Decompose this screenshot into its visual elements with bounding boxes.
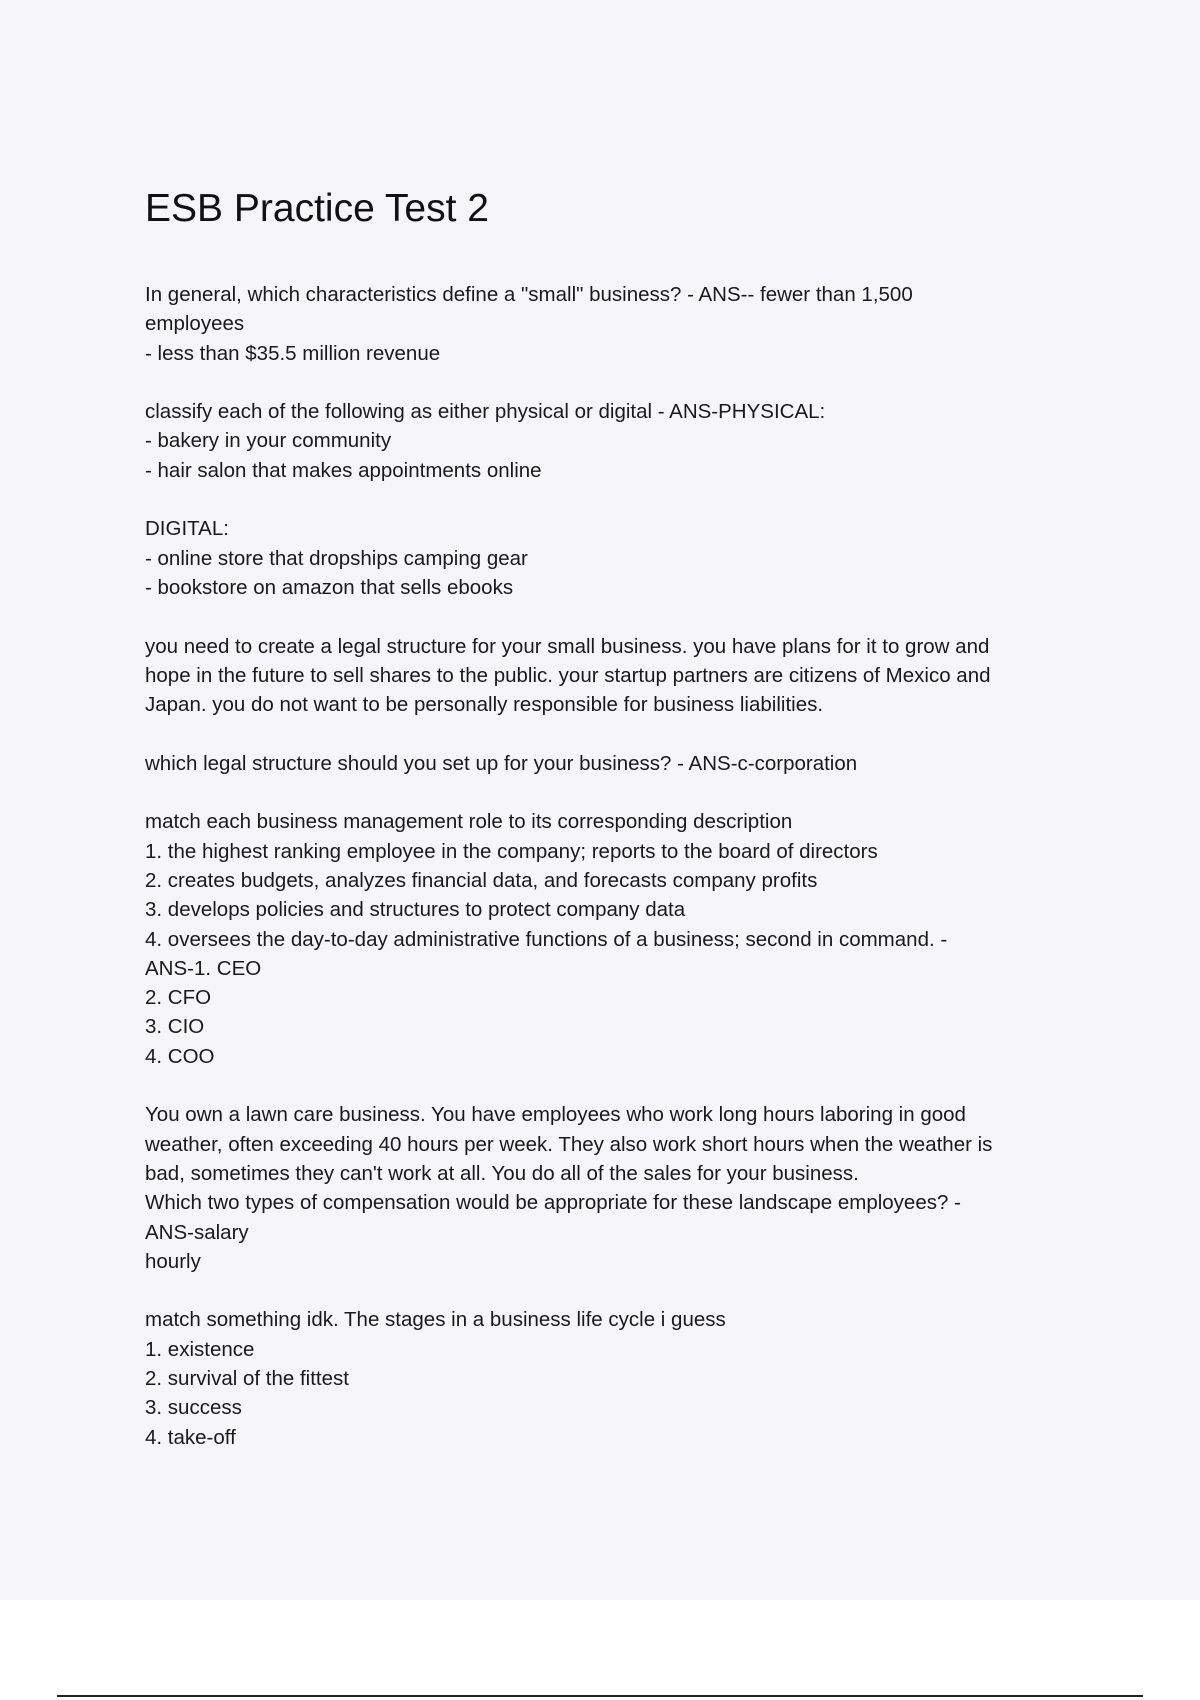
document-body xyxy=(145,280,1075,1452)
paragraph-spacer xyxy=(145,1071,1075,1100)
text-line: In general, which characteristics define a "small" business? - ANS-- fewer than 1,500 xyxy=(145,283,913,306)
text-line: 1. the highest ranking employee in the company; reports to the board of directors xyxy=(145,839,878,863)
text-line: Japan. you do not want to be personally responsible for business liabilities. xyxy=(145,693,824,717)
paragraph-spacer xyxy=(145,485,1075,514)
text-line: match something idk. The stages in a business life cycle i guess xyxy=(145,1308,726,1332)
text-line: 2. survival of the fittest xyxy=(145,1366,349,1390)
text-line: - hair salon that makes appointments online xyxy=(145,458,542,482)
text-line: which legal structure should you set up for your business? - ANS-c-corporation xyxy=(145,751,858,775)
text-line: 1. existence xyxy=(145,1337,255,1361)
text-line: 3. develops policies and structures to protect company data xyxy=(145,898,686,922)
text-line: hourly xyxy=(145,1249,201,1273)
question-block xyxy=(145,807,1075,1071)
text-line: 3. CIO xyxy=(145,1015,205,1039)
question-block xyxy=(145,1100,1075,1276)
text-line: - bookstore on amazon that sells ebooks xyxy=(145,575,514,599)
page-title: ESB Practice Test 2 xyxy=(145,187,489,230)
text-line: match each business management role to its corresponding description xyxy=(145,810,793,834)
text-line: 3. success xyxy=(145,1396,242,1420)
text-line: 2. creates budgets, analyzes financial data, and forecasts company profits xyxy=(145,868,818,892)
paragraph-spacer xyxy=(145,602,1075,631)
paragraph-spacer xyxy=(145,778,1075,807)
text-line: 2. CFO xyxy=(145,986,212,1010)
text-line: Which two types of compensation would be appropriate for these landscape employees? - xyxy=(145,1191,961,1215)
text-line: 4. COO xyxy=(145,1044,215,1068)
text-line: DIGITAL: xyxy=(145,517,229,541)
question-block xyxy=(145,1305,1075,1451)
text-line: ANS-1. CEO xyxy=(145,956,262,980)
text-line: you need to create a legal structure for your small business. you have plans for it to grow and xyxy=(145,634,990,658)
question-block xyxy=(145,397,1075,485)
text-line: hope in the future to sell shares to the public. your startup partners are citizens of Mexico and xyxy=(145,663,991,687)
text-line: weather, often exceeding 40 hours per week. They also work short hours when the weather is xyxy=(145,1132,993,1156)
text-line: - less than $35.5 million revenue xyxy=(145,341,441,365)
footer-divider xyxy=(57,1695,1143,1697)
text-line: 4. take-off xyxy=(145,1425,236,1449)
question-block xyxy=(145,280,1075,368)
text-line: classify each of the following as either physical or digital - ANS-PHYSICAL: xyxy=(145,400,826,424)
paragraph-spacer xyxy=(145,368,1075,397)
paragraph-spacer xyxy=(145,719,1075,748)
text-line: - bakery in your community xyxy=(145,429,392,453)
paragraph-spacer xyxy=(145,1276,1075,1305)
question-block xyxy=(145,749,1075,778)
question-block xyxy=(145,514,1075,602)
text-line: employees xyxy=(145,312,245,336)
question-block xyxy=(145,632,1075,720)
text-line: You own a lawn care business. You have employees who work long hours laboring in good xyxy=(145,1103,966,1127)
text-line: 4. oversees the day-to-day administrative functions of a business; second in command. - xyxy=(145,927,948,951)
text-line: ANS-salary xyxy=(145,1220,249,1244)
text-line: bad, sometimes they can't work at all. You do all of the sales for your business. xyxy=(145,1161,859,1185)
text-line: - online store that dropships camping gear xyxy=(145,546,528,570)
